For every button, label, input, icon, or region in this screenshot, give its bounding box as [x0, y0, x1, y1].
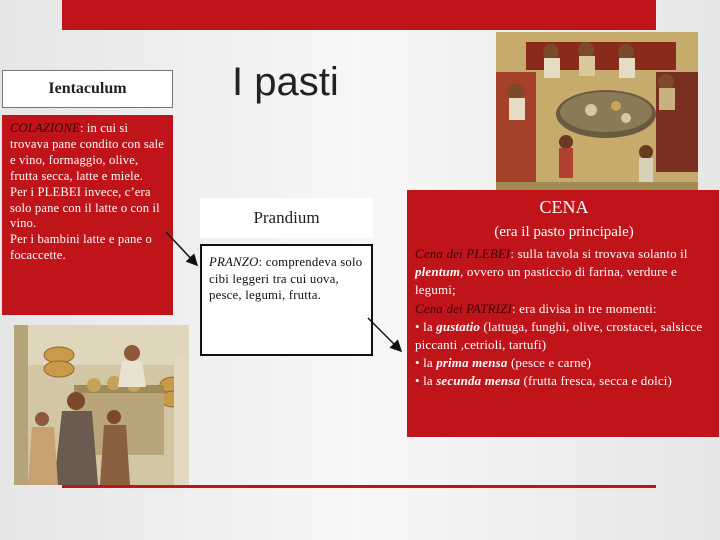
cena-bullet-gustatio — [415, 318, 713, 354]
prima-mensa-text: (pesce e carne) — [507, 355, 592, 371]
ientaculum-line-1 — [10, 121, 167, 185]
pranzo-text: : comprendeva solo cibi leggeri tra cui uova, pesce, legumi, frutta. — [209, 255, 363, 302]
prandium-title-box — [200, 198, 373, 238]
bullet-prefix: • la — [415, 355, 437, 371]
prandium-heading: Prandium — [253, 208, 320, 227]
ientaculum-text-box — [2, 115, 173, 315]
cena-box — [407, 190, 719, 437]
top-accent-bar — [62, 0, 656, 30]
bullet-prefix: • la — [415, 373, 437, 389]
cena-plebei-paragraph — [415, 245, 713, 300]
bakery-fresco-illustration — [14, 325, 189, 485]
cena-heading: CENA — [539, 197, 589, 217]
cena-patrizi-label: Cena dei PATRIZI — [415, 300, 513, 316]
colazione-label: COLAZIONE — [10, 121, 80, 135]
ientaculum-line-3: Per i bambini latte e pane o focaccette. — [10, 232, 152, 263]
ientaculum-heading: Ientaculum — [48, 80, 127, 97]
pranzo-label: PRANZO — [209, 255, 259, 269]
cena-plebei-label: Cena dei PLEBEI — [415, 246, 511, 261]
slide-title: I pasti — [232, 60, 339, 104]
cena-plebei-text-a: : sulla tavola si trovava solanto il — [510, 246, 688, 261]
bullet-prefix: • la — [415, 318, 437, 334]
gustatio-text: (lattuga, funghi, olive, crostacei, salsicce piccanti ,cetrioli, tartufi) — [415, 318, 703, 353]
roman-banquet-mosaic-image — [496, 32, 698, 195]
colazione-text: : in cui si trovava pane condito con sale e vino, formaggio, olive, frutta secca, latte e miele. — [10, 121, 165, 183]
secunda-mensa-term: secunda mensa — [436, 373, 521, 389]
secunda-mensa-text: (frutta fresca, secca e dolci) — [520, 373, 673, 389]
plentum-term: plentum — [415, 264, 461, 280]
roman-bakery-fresco-image — [14, 325, 189, 485]
cena-plebei-text-b: , ovvero un pasticcio di farina, verdure e legumi; — [415, 264, 677, 298]
cena-patrizi-text: : era divisa in tre momenti: — [512, 300, 657, 316]
ientaculum-title-box — [2, 70, 173, 108]
prima-mensa-term: prima mensa — [436, 355, 508, 371]
cena-subheading: (era il pasto principale) — [494, 224, 634, 240]
cena-bullet-secunda-mensa — [415, 372, 713, 390]
cena-bullet-prima-mensa — [415, 354, 713, 372]
prandium-text-box — [200, 244, 373, 356]
bottom-accent-line — [62, 485, 656, 488]
gustatio-term: gustatio — [436, 318, 481, 334]
banquet-mosaic-illustration — [496, 32, 698, 195]
ientaculum-line-2: Per i PLEBEI invece, c’era solo pane con il latte o con il vino. — [10, 184, 160, 231]
cena-patrizi-paragraph — [415, 300, 713, 318]
cena-body — [415, 245, 713, 391]
